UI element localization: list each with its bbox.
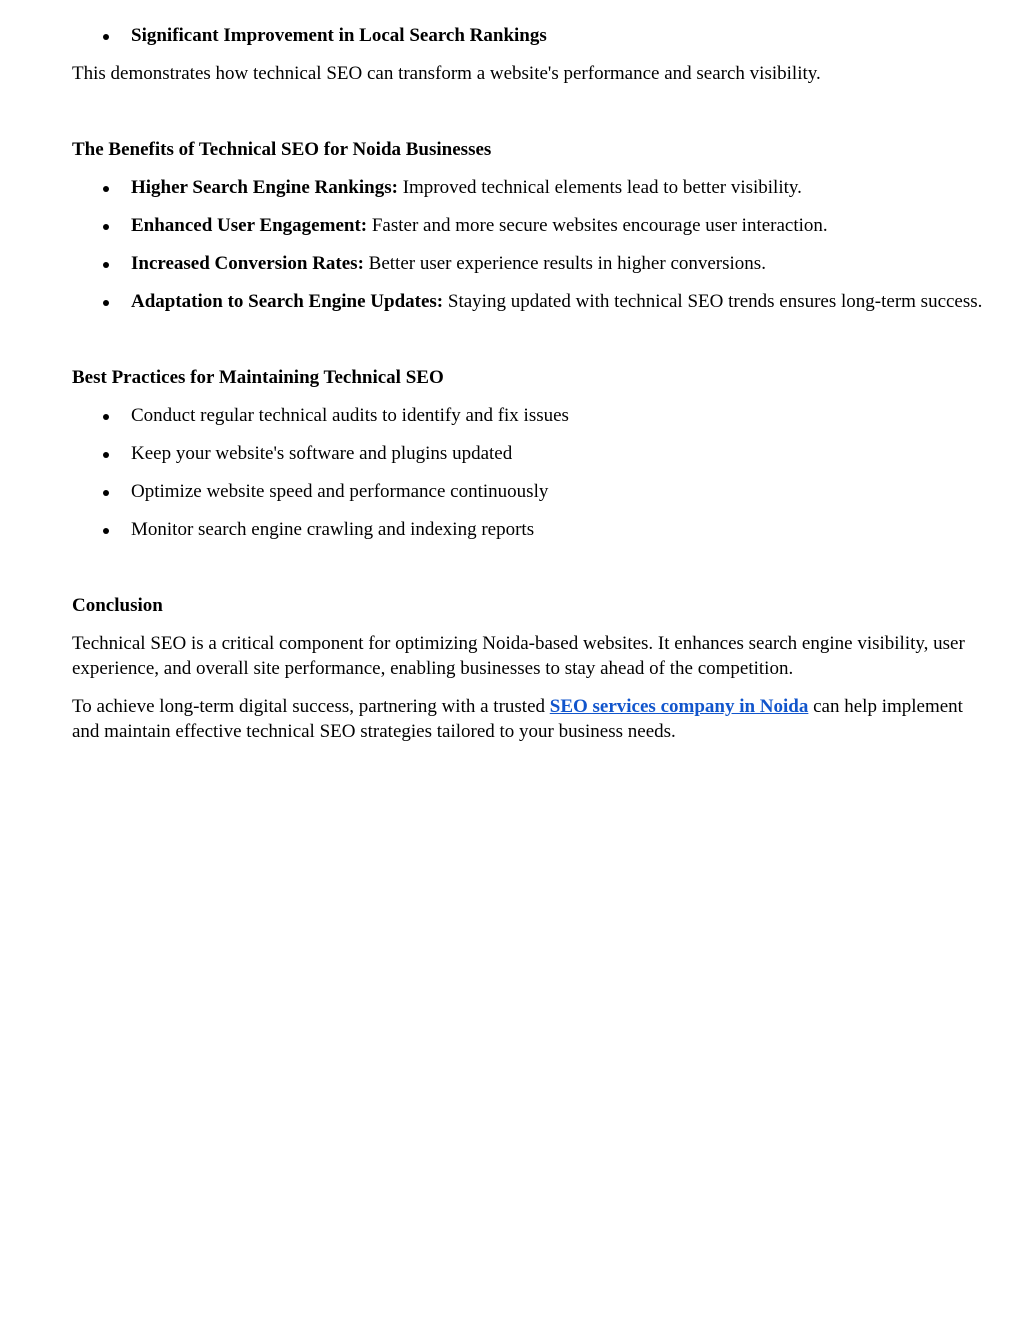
list-item — [72, 517, 984, 542]
closing-text-after: can help implement and maintain effective technical SEO strategies tailored to your business needs. — [72, 696, 963, 742]
top-list — [72, 23, 984, 48]
list-item — [72, 403, 984, 428]
list-item-text: Optimize website speed and performance continuously — [131, 481, 549, 502]
best-practices-list — [72, 403, 984, 542]
list-item-bold: Higher Search Engine Rankings: — [131, 177, 398, 198]
list-item — [72, 289, 984, 314]
list-item-text: Improved technical elements lead to better visibility. — [397, 177, 802, 198]
benefits-heading: The Benefits of Technical SEO for Noida Businesses — [72, 139, 492, 160]
closing-text-before: To achieve long-term digital success, partnering with a trusted — [72, 696, 550, 717]
list-item-bold: Increased Conversion Rates: — [131, 253, 364, 274]
list-item-bold: Adaptation to Search Engine Updates: — [131, 291, 444, 312]
list-item — [72, 213, 984, 238]
best-practices-heading: Best Practices for Maintaining Technical SEO — [72, 367, 444, 388]
list-item-text: Keep your website's software and plugins updated — [131, 443, 513, 464]
list-item-text: Monitor search engine crawling and indexing reports — [131, 519, 535, 540]
bullet-icon — [103, 452, 109, 458]
closing-paragraph — [72, 694, 984, 744]
list-item-bold: Significant Improvement in Local Search Rankings — [131, 25, 547, 46]
bullet-icon — [103, 186, 109, 192]
list-item — [72, 251, 984, 276]
bullet-icon — [103, 490, 109, 496]
list-item-text: Staying updated with technical SEO trends ensures long-term success. — [443, 291, 983, 312]
list-item-text: Better user experience results in higher conversions. — [363, 253, 766, 274]
list-item — [72, 23, 984, 48]
conclusion-heading: Conclusion — [72, 595, 163, 616]
list-item-text: Faster and more secure websites encourage user interaction. — [367, 215, 828, 236]
seo-services-link[interactable]: SEO services company in Noida — [549, 696, 809, 717]
bullet-icon — [103, 34, 109, 40]
list-item — [72, 441, 984, 466]
intro-paragraph: This demonstrates how technical SEO can transform a website's performance and search visibility. — [72, 63, 821, 84]
bullet-icon — [103, 262, 109, 268]
section-spacer — [72, 99, 984, 137]
benefits-list — [72, 175, 984, 314]
section-spacer — [72, 327, 984, 365]
list-item-text: Conduct regular technical audits to identify and fix issues — [131, 405, 569, 426]
bullet-icon — [103, 414, 109, 420]
list-item — [72, 175, 984, 200]
bullet-icon — [103, 528, 109, 534]
list-item — [72, 479, 984, 504]
bullet-icon — [103, 224, 109, 230]
bullet-icon — [103, 300, 109, 306]
section-spacer — [72, 555, 984, 593]
list-item-bold: Enhanced User Engagement: — [131, 215, 368, 236]
conclusion-paragraph: Technical SEO is a critical component for optimizing Noida-based websites. It enhances search engine visibility, user experience, and overall site performance, enabling businesses to stay ahead of the competition. — [72, 633, 965, 679]
